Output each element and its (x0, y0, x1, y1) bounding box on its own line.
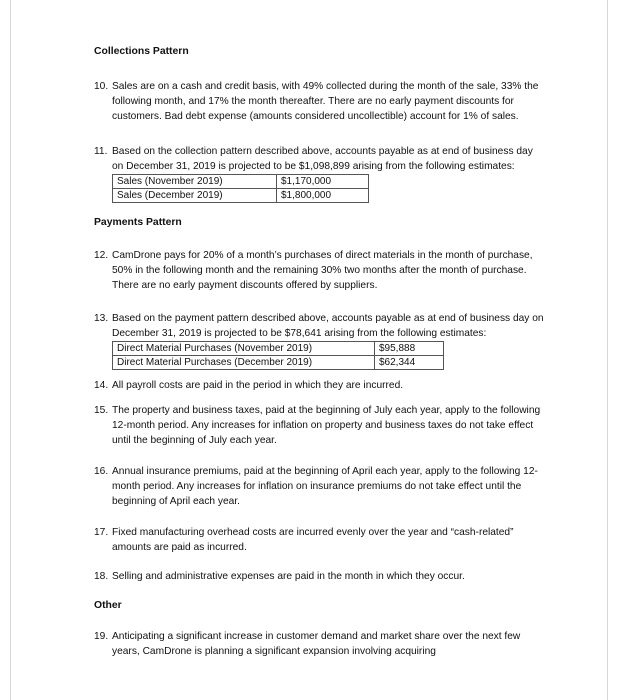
sales-estimates-table (112, 174, 369, 203)
table-row (113, 175, 369, 189)
item-text: Based on the collection pattern described above, accounts payable as at end of business day on December 31, 2019 is projected to be $1,098,899 arising from the following estimates: (112, 146, 533, 172)
list-item-13 (94, 311, 544, 370)
item-number: 13. (94, 313, 109, 324)
item-text: Sales are on a cash and credit basis, with 49% collected during the month of the sale, 33% the following month, and 17% the month thereafter. There are no early payment discounts for customers. Bad debt expense (amounts considered uncollectible) account for 1% of sales. (112, 81, 539, 122)
table-cell-label: Direct Material Purchases (December 2019) (113, 356, 375, 370)
document-page (10, 0, 608, 700)
heading-collections: Collections Pattern (94, 46, 189, 57)
table-row (113, 342, 444, 356)
heading-other: Other (94, 600, 122, 611)
table-cell-label: Sales (December 2019) (113, 189, 277, 203)
item-number: 12. (94, 250, 109, 261)
document-content (94, 44, 544, 659)
table-row (113, 189, 369, 203)
table-cell-value: $1,170,000 (277, 175, 369, 189)
item-text: Fixed manufacturing overhead costs are incurred evenly over the year and “cash-related” amounts are paid as incurred. (112, 527, 514, 553)
item-number: 15. (94, 405, 109, 416)
item-text: Selling and administrative expenses are paid in the month in which they occur. (112, 571, 465, 582)
item-text: All payroll costs are paid in the period in which they are incurred. (112, 380, 404, 391)
list-item-18 (94, 569, 544, 584)
item-number: 17. (94, 527, 109, 538)
table-cell-value: $1,800,000 (277, 189, 369, 203)
item-number: 14. (94, 380, 109, 391)
list-item-11 (94, 144, 544, 203)
list-item-17 (94, 525, 544, 555)
table-cell-label: Sales (November 2019) (113, 175, 277, 189)
table-row (113, 356, 444, 370)
item-text: Based on the payment pattern described above, accounts payable as at end of business day on December 31, 2019 is projected to be $78,641 arising from the following estimates: (112, 313, 544, 339)
item-text: Anticipating a significant increase in customer demand and market share over the next few years, CamDrone is planning a significant expansion involving acquiring (112, 631, 521, 657)
list-item-19 (94, 629, 544, 659)
table-cell-value: $62,344 (375, 356, 444, 370)
item-number: 19. (94, 631, 109, 642)
item-number: 16. (94, 466, 109, 477)
item-text: Annual insurance premiums, paid at the beginning of April each year, apply to the following 12-month period. Any increases for inflation on insurance premiums do not take effect until the beginning of April each year. (112, 466, 538, 507)
item-number: 11. (94, 146, 108, 157)
table-cell-label: Direct Material Purchases (November 2019) (113, 342, 375, 356)
item-text: CamDrone pays for 20% of a month’s purchases of direct materials in the month of purchase, 50% in the following month and the remaining 30% two months after the month of purchase. There are no early payment discounts offered by suppliers. (112, 250, 533, 291)
list-item-15 (94, 403, 544, 448)
heading-payments: Payments Pattern (94, 217, 182, 228)
item-number: 18. (94, 571, 109, 582)
list-item-12 (94, 248, 544, 293)
item-text: The property and business taxes, paid at the beginning of July each year, apply to the following 12-month period. Any increases for inflation on property and business taxes do not take effect until the beginning of July each year. (112, 405, 541, 446)
list-item-14 (94, 378, 544, 393)
purchases-estimates-table (112, 341, 444, 370)
table-cell-value: $95,888 (375, 342, 444, 356)
item-number: 10. (94, 81, 109, 92)
list-item-16 (94, 464, 544, 509)
list-item-10 (94, 79, 544, 124)
